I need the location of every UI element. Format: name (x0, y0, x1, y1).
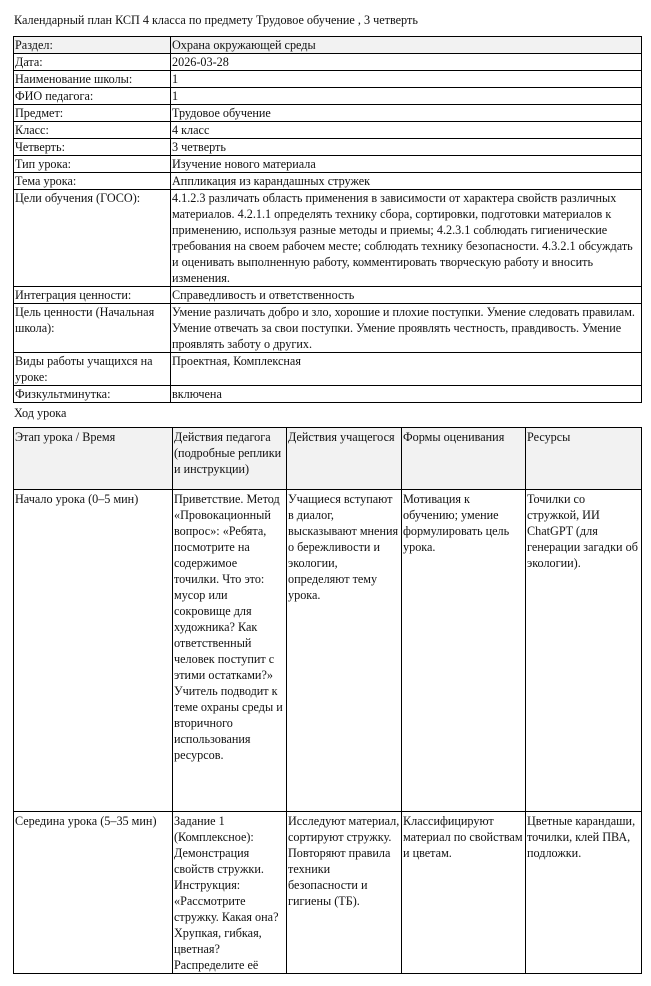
info-row-subject (14, 105, 642, 122)
info-label: Наименование школы: (14, 71, 171, 88)
info-value: Охрана окружающей среды (171, 37, 642, 54)
info-value: Изучение нового материала (171, 156, 642, 173)
table-row (14, 490, 642, 812)
info-value: 1 (171, 71, 642, 88)
info-label: Цели обучения (ГОСО): (14, 190, 171, 287)
table-row (14, 812, 642, 974)
info-label: Физкультминутка: (14, 386, 171, 403)
info-label: Четверть: (14, 139, 171, 156)
info-label: Виды работы учащихся на уроке: (14, 353, 171, 386)
info-label: ФИО педагога: (14, 88, 171, 105)
info-label: Цель ценности (Начальная школа): (14, 304, 171, 353)
info-value: Проектная, Комплексная (171, 353, 642, 386)
info-label: Тип урока: (14, 156, 171, 173)
resources-cell: Точилки со стружкой, ИИ ChatGPT (для генерации загадки об экологии). (526, 490, 642, 812)
info-label: Предмет: (14, 105, 171, 122)
info-label: Интеграция ценности: (14, 287, 171, 304)
info-row-date (14, 54, 642, 71)
info-value: включена (171, 386, 642, 403)
info-label: Раздел: (14, 37, 171, 54)
resources-cell: Цветные карандаши, точилки, клей ПВА, подложки. (526, 812, 642, 974)
info-row-teacher (14, 88, 642, 105)
column-header: Ресурсы (526, 428, 642, 490)
document-title: Календарный план КСП 4 класса по предмету Трудовое обучение , 3 четверть (14, 13, 418, 27)
info-label: Дата: (14, 54, 171, 71)
column-header: Формы оценивания (402, 428, 526, 490)
info-value: Аппликация из карандашных стружек (171, 173, 642, 190)
lesson-table-header (14, 428, 642, 490)
lesson-table (13, 427, 642, 974)
column-header: Действия педагога (подробные реплики и инструкции) (173, 428, 287, 490)
info-row-quarter (14, 139, 642, 156)
student-actions-cell: Учащиеся вступают в диалог, высказывают мнения о бережливости и экологии, определяют тему урока. (287, 490, 402, 812)
info-row-learning-goals (14, 190, 642, 287)
info-value: 4.1.2.3 различать область применения в зависимости от характера свойств различных материалов. 4.2.1.1 определять технику сбора, сортировки, подготовки материалов к применению, используя разные методы и приемы; 4.2.3.1 соблюдать гигиенические требования на своем рабочем месте; соблюдать технику безопасности. 4.3.2.1 обсуждать и оценивать выполненную работу, комментировать творческую работу и вносить изменения. (171, 190, 642, 287)
assessment-cell: Мотивация к обучению; умение формулировать цель урока. (402, 490, 526, 812)
info-value: Умение различать добро и зло, хорошие и плохие поступки. Умение следовать правилам. Умение отвечать за свои поступки. Умение проявлять честность, правдивость. Умение проявлять заботу о других. (171, 304, 642, 353)
stage-cell: Начало урока (0–5 мин) (14, 490, 173, 812)
info-row-grade (14, 122, 642, 139)
info-value: 4 класс (171, 122, 642, 139)
teacher-actions-cell: Задание 1 (Комплексное): Демонстрация свойств стружки. Инструкция: «Рассмотрите стружку. Какая она? Хрупкая, гибкая, цветная? Распределите её (173, 812, 287, 974)
info-row-physical-break (14, 386, 642, 403)
info-row-value-integration (14, 287, 642, 304)
info-value: 2026-03-28 (171, 54, 642, 71)
info-row-work-types (14, 353, 642, 386)
info-value: Справедливость и ответственность (171, 287, 642, 304)
assessment-cell: Классифицируют материал по свойствам и цветам. (402, 812, 526, 974)
column-header: Этап урока / Время (14, 428, 173, 490)
info-table (13, 36, 642, 403)
info-label: Тема урока: (14, 173, 171, 190)
column-header: Действия учащегося (287, 428, 402, 490)
info-value: 3 четверть (171, 139, 642, 156)
info-label: Класс: (14, 122, 171, 139)
info-row-topic (14, 173, 642, 190)
info-row-school (14, 71, 642, 88)
lesson-section-title: Ход урока (14, 406, 67, 420)
student-actions-cell: Исследуют материал, сортируют стружку. Повторяют правила техники безопасности и гигиены (ТБ). (287, 812, 402, 974)
info-row-value-goal (14, 304, 642, 353)
info-value: 1 (171, 88, 642, 105)
info-row-lesson-type (14, 156, 642, 173)
info-row-section (14, 37, 642, 54)
info-value: Трудовое обучение (171, 105, 642, 122)
teacher-actions-cell: Приветствие. Метод «Провокационный вопрос»: «Ребята, посмотрите на содержимое точилки. Что это: мусор или сокровище для художника? Как ответственный человек поступит с этими остатками?» Учитель подводит к теме охраны среды и вторичного использования ресурсов. (173, 490, 287, 812)
stage-cell: Середина урока (5–35 мин) (14, 812, 173, 974)
